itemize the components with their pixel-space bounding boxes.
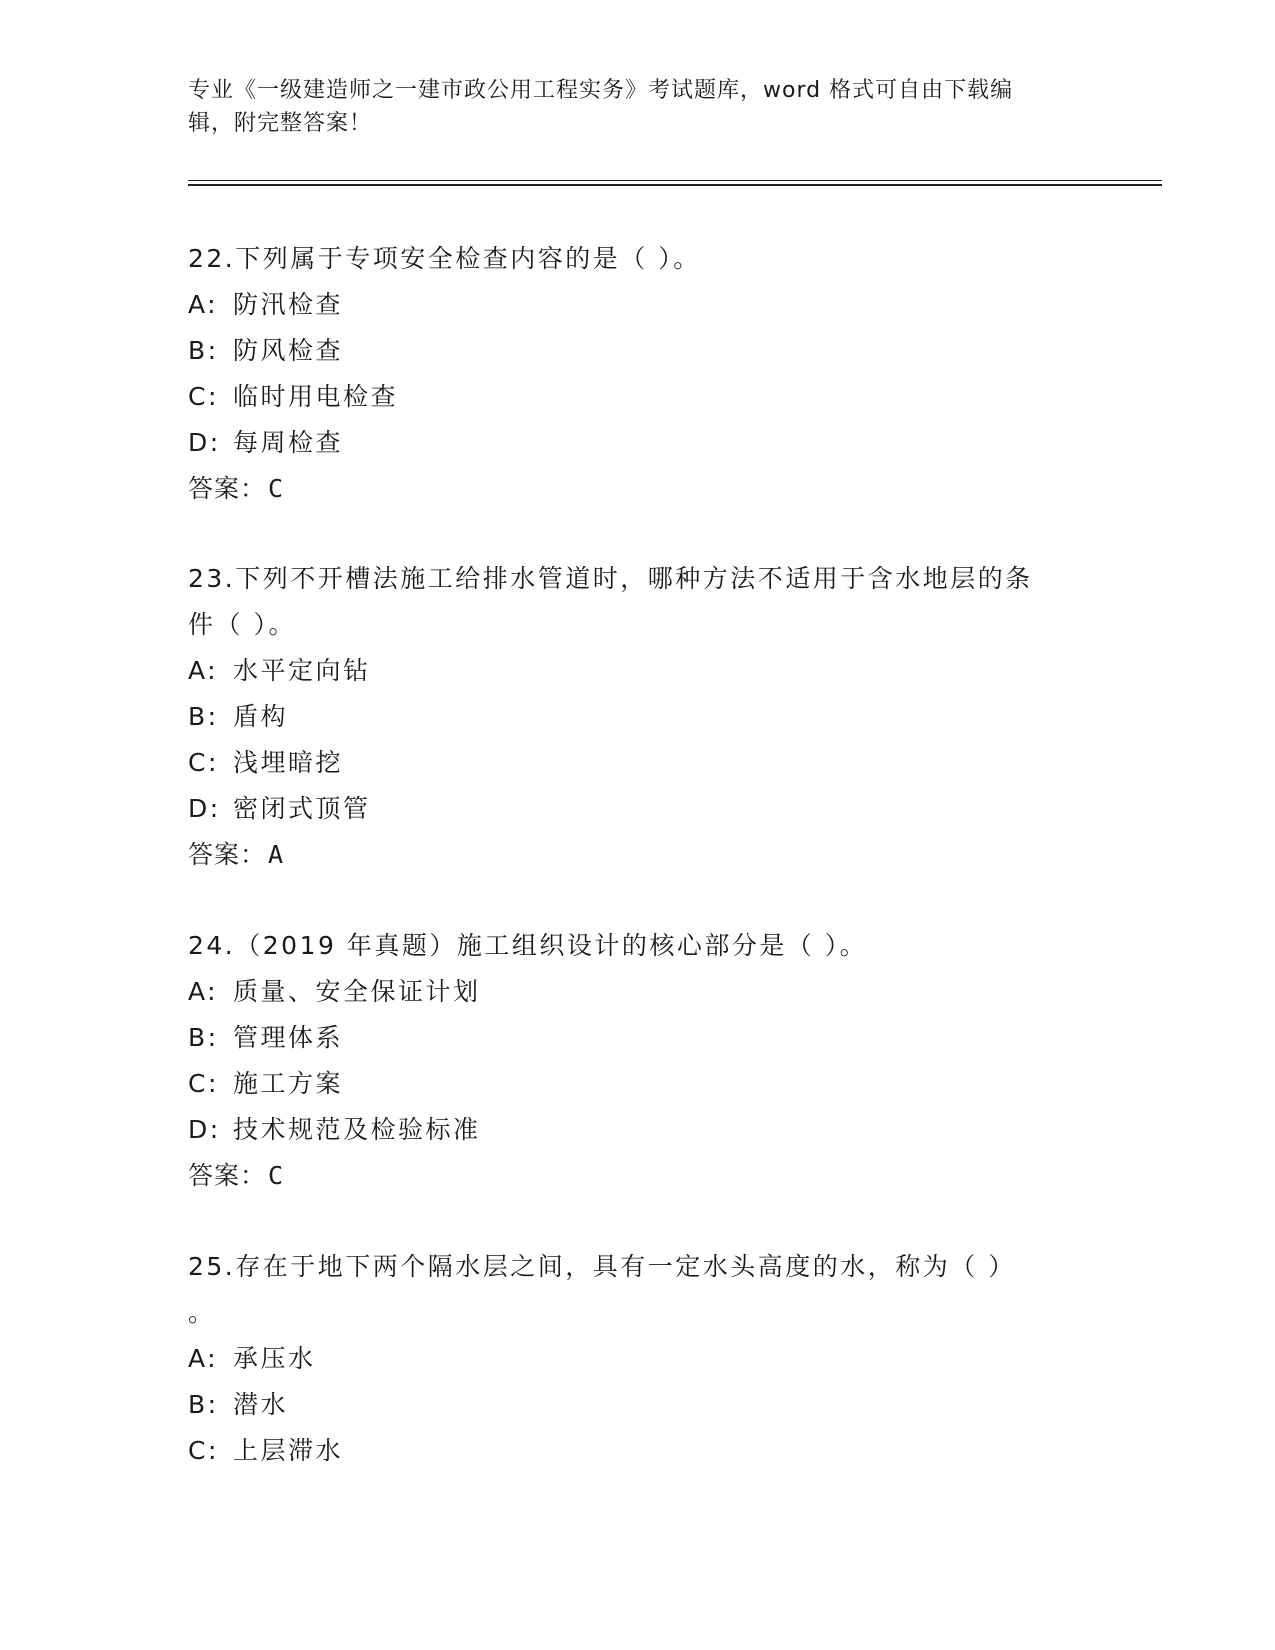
option-a xyxy=(188,282,1088,328)
header-divider-thick xyxy=(188,184,1162,186)
option-key: C: xyxy=(188,1436,219,1465)
option-key: B: xyxy=(188,336,219,365)
question-stem: 25.存在于地下两个隔水层之间，具有一定水头高度的水，称为（ ） xyxy=(188,1252,1016,1281)
option-text: 防风检查 xyxy=(233,336,344,365)
answer-value: C xyxy=(268,474,285,503)
option-text: 潜水 xyxy=(233,1390,289,1419)
option-key: B: xyxy=(188,1390,219,1419)
option-key: C: xyxy=(188,1069,219,1098)
option-text: 盾构 xyxy=(233,702,289,731)
question-23 xyxy=(188,556,1088,878)
option-key: D: xyxy=(188,1115,221,1144)
question-stem: 24.（2019 年真题）施工组织设计的核心部分是（ ）。 xyxy=(188,931,868,960)
answer-value: A xyxy=(268,840,285,869)
option-text: 水平定向钻 xyxy=(233,656,371,685)
option-b xyxy=(188,328,1088,374)
question-24 xyxy=(188,923,1088,1199)
option-text: 防汛检查 xyxy=(233,290,344,319)
answer-label: 答案： xyxy=(188,840,267,869)
intro-header xyxy=(188,74,1068,140)
option-text: 临时用电检查 xyxy=(233,382,399,411)
question-stem: 23.下列不开槽法施工给排水管道时，哪种方法不适用于含水地层的条 xyxy=(188,564,1033,593)
option-text: 承压水 xyxy=(233,1344,316,1373)
option-c xyxy=(188,1428,1088,1474)
option-key: A: xyxy=(188,977,219,1006)
header-divider-thin xyxy=(188,180,1162,181)
option-text: 技术规范及检验标准 xyxy=(233,1115,481,1144)
answer-label: 答案： xyxy=(188,474,267,503)
answer-line xyxy=(188,832,1088,878)
answer-line xyxy=(188,1153,1088,1199)
option-key: C: xyxy=(188,748,219,777)
option-d xyxy=(188,1107,1088,1153)
option-a xyxy=(188,648,1088,694)
option-c xyxy=(188,374,1088,420)
option-key: A: xyxy=(188,290,219,319)
option-b xyxy=(188,1015,1088,1061)
option-c xyxy=(188,1061,1088,1107)
answer-label: 答案： xyxy=(188,1161,267,1190)
option-a xyxy=(188,1336,1088,1382)
option-text: 浅埋暗挖 xyxy=(233,748,344,777)
question-25 xyxy=(188,1244,1088,1474)
option-text: 上层滞水 xyxy=(233,1436,344,1465)
option-d xyxy=(188,786,1088,832)
option-text: 管理体系 xyxy=(233,1023,344,1052)
question-22 xyxy=(188,236,1088,512)
option-c xyxy=(188,740,1088,786)
option-d xyxy=(188,420,1088,466)
question-stem: 22.下列属于专项安全检查内容的是（ ）。 xyxy=(188,244,701,273)
option-key: C: xyxy=(188,382,219,411)
option-text: 施工方案 xyxy=(233,1069,344,1098)
answer-line xyxy=(188,466,1088,512)
intro-line-2: 辑，附完整答案！ xyxy=(188,111,373,136)
option-text: 质量、安全保证计划 xyxy=(233,977,481,1006)
option-key: B: xyxy=(188,702,219,731)
option-key: A: xyxy=(188,1344,219,1373)
intro-line-1: 专业《一级建造师之一建市政公用工程实务》考试题库，word 格式可自由下载编 xyxy=(188,78,1014,103)
option-key: D: xyxy=(188,794,221,823)
option-key: A: xyxy=(188,656,219,685)
question-stem-continued: 。 xyxy=(188,1298,216,1327)
option-key: D: xyxy=(188,428,221,457)
option-a xyxy=(188,969,1088,1015)
answer-value: C xyxy=(268,1161,285,1190)
question-stem-continued: 件（ ）。 xyxy=(188,610,296,639)
option-key: B: xyxy=(188,1023,219,1052)
option-text: 密闭式顶管 xyxy=(233,794,371,823)
option-text: 每周检查 xyxy=(233,428,344,457)
option-b xyxy=(188,1382,1088,1428)
option-b xyxy=(188,694,1088,740)
